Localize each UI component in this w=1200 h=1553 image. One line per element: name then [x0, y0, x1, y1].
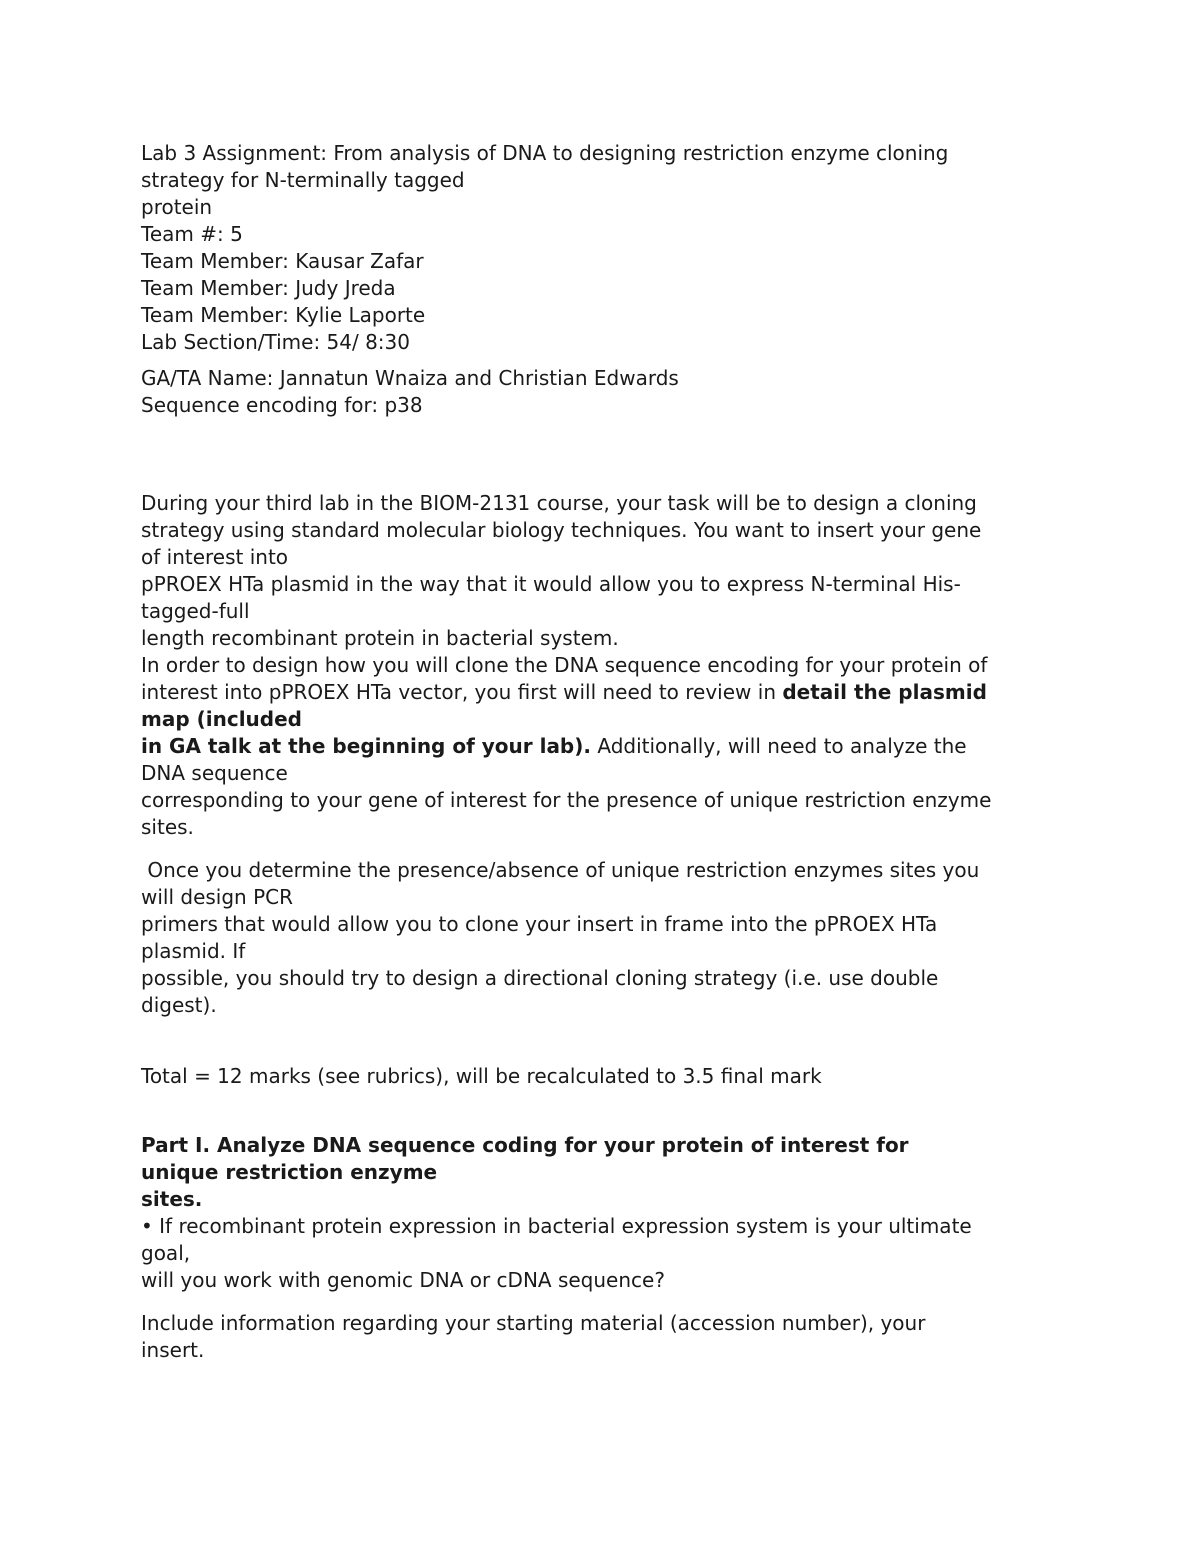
intro-p3-line: possible, you should try to design a directional cloning strategy (i.e. use double	[141, 966, 939, 990]
ga-ta-name: GA/TA Name: Jannatun Wnaiza and Christian Edwards	[141, 366, 679, 390]
header-block	[141, 140, 1071, 356]
part1-bullet: • If recombinant protein expression in bacterial expression system is your ultimate	[141, 1214, 972, 1238]
team-member-2: Team Member: Judy Jreda	[141, 276, 396, 300]
intro-p2-line: corresponding to your gene of interest for the presence of unique restriction enzyme	[141, 788, 992, 812]
part1-heading: unique restriction enzyme	[141, 1160, 438, 1184]
intro-p1-line: During your third lab in the BIOM-2131 course, your task will be to design a cloning	[141, 491, 977, 515]
intro-p2-line	[141, 733, 1071, 760]
intro-p1-line: tagged-full	[141, 599, 250, 623]
intro-p2-line: sites.	[141, 815, 194, 839]
ga-talk-emphasis: in GA talk at the beginning of your lab).	[141, 734, 591, 758]
intro-p2-line: DNA sequence	[141, 761, 288, 785]
intro-p3-line: digest).	[141, 993, 217, 1017]
part1-info-line: Include information regarding your starting material (accession number), your	[141, 1311, 926, 1335]
intro-p2-text: Additionally, will need to analyze the	[591, 734, 967, 758]
intro-p1-line: of interest into	[141, 545, 289, 569]
intro-p3-line: will design PCR	[141, 885, 294, 909]
total-marks-text: Total = 12 marks (see rubrics), will be recalculated to 3.5 final mark	[141, 1064, 822, 1088]
part1-info	[141, 1310, 1071, 1364]
part1-bullet: will you work with genomic DNA or cDNA sequence?	[141, 1268, 665, 1292]
title-line-3: protein	[141, 195, 213, 219]
sequence-encoding: Sequence encoding for: p38	[141, 393, 423, 417]
part1-section	[141, 1132, 1071, 1294]
title-line-1: Lab 3 Assignment: From analysis of DNA to designing restriction enzyme cloning	[141, 141, 949, 165]
part1-info-line: insert.	[141, 1338, 205, 1362]
team-member-3: Team Member: Kylie Laporte	[141, 303, 426, 327]
intro-p2-line: In order to design how you will clone the DNA sequence encoding for your protein of	[141, 653, 988, 677]
lab-section: Lab Section/Time: 54/ 8:30	[141, 330, 410, 354]
team-member-1: Team Member: Kausar Zafar	[141, 249, 424, 273]
intro-p1-line: pPROEX HTa plasmid in the way that it would allow you to express N-terminal His-	[141, 572, 961, 596]
title-line-2: strategy for N-terminally tagged	[141, 168, 465, 192]
intro-p3-line: plasmid. If	[141, 939, 246, 963]
part1-heading: sites.	[141, 1187, 203, 1211]
part1-heading: Part I. Analyze DNA sequence coding for your protein of interest for	[141, 1133, 909, 1157]
intro-p3-line: primers that would allow you to clone your insert in frame into the pPROEX HTa	[141, 912, 938, 936]
intro-p3-line: Once you determine the presence/absence of unique restriction enzymes sites you	[141, 858, 980, 882]
plasmid-emphasis: detail the plasmid	[782, 680, 987, 704]
part1-bullet: goal,	[141, 1241, 191, 1265]
ga-block	[141, 365, 1071, 419]
total-marks	[141, 1063, 1071, 1090]
intro-p2-text: interest into pPROEX HTa vector, you first will need to review in	[141, 680, 783, 704]
plasmid-emphasis-line: map (included	[141, 707, 302, 731]
intro-p1-line: strategy using standard molecular biology techniques. You want to insert your gene	[141, 518, 982, 542]
intro-p2-line	[141, 679, 1071, 706]
intro-paragraph-3	[141, 857, 1071, 1019]
intro-p1-line: length recombinant protein in bacterial system.	[141, 626, 619, 650]
team-number: Team #: 5	[141, 222, 243, 246]
intro-paragraph-1	[141, 490, 1071, 841]
